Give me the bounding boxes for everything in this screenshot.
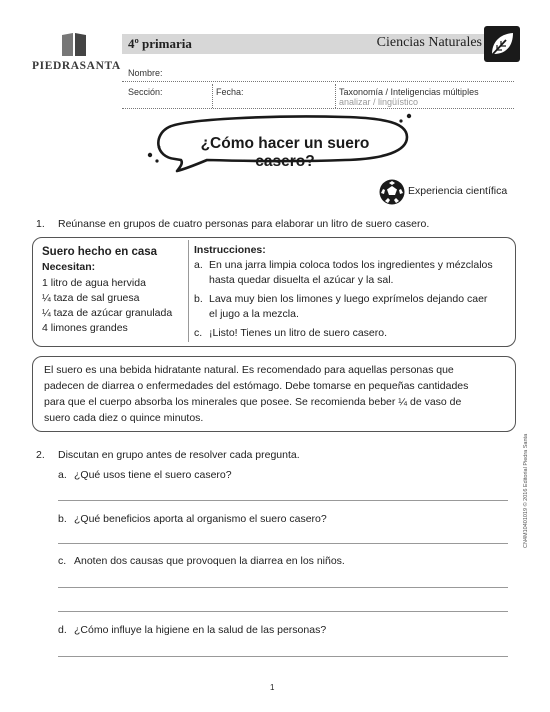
- taxonomia-label: Taxonomía / Inteligencias múltiples: [339, 87, 479, 97]
- taxonomia-values: analizar / lingüístico: [339, 97, 419, 107]
- step-text: Lava muy bien los limones y luego exprímelos dejando caer: [209, 293, 488, 305]
- q2b-letter: b.: [58, 513, 67, 525]
- q2d-text: ¿Cómo influye la higiene en la salud de las personas?: [74, 624, 327, 636]
- step-text: el jugo a la mezcla.: [209, 308, 299, 320]
- q1-number: 1.: [36, 218, 45, 230]
- field-divider: [212, 84, 213, 108]
- step-letter: c.: [194, 327, 203, 339]
- q2b-text: ¿Qué beneficios aporta al organismo el suero casero?: [74, 513, 327, 525]
- recipe-needs-label: Necesitan:: [42, 261, 96, 273]
- page-number: 1: [270, 683, 275, 692]
- step-text: En una jarra limpia coloca todos los ingredientes y mézclalos: [209, 259, 493, 271]
- subject-label: Ciencias Naturales: [376, 35, 482, 50]
- answer-line[interactable]: [58, 543, 508, 544]
- step-text: ¡Listo! Tienes un litro de suero casero.: [209, 327, 388, 339]
- ingredient-item: ¼ taza de azúcar granulada: [42, 307, 173, 319]
- fecha-label: Fecha:: [216, 87, 244, 97]
- subject-icon-box: [484, 26, 520, 62]
- q1-text: Reúnanse en grupos de cuatro personas para elaborar un litro de suero casero.: [58, 218, 430, 230]
- q2a-letter: a.: [58, 469, 67, 481]
- brand-name: PIEDRASANTA: [32, 60, 121, 72]
- q2c-letter: c.: [58, 555, 67, 567]
- ingredient-item: 1 litro de agua hervida: [42, 277, 146, 289]
- answer-line[interactable]: [58, 611, 508, 612]
- page-title: ¿Cómo hacer un suero casero?: [200, 135, 370, 170]
- step-text: hasta quedar disuelta el azúcar y la sal.: [209, 274, 394, 286]
- recipe-divider: [188, 240, 189, 342]
- step-letter: b.: [194, 293, 203, 305]
- book-logo-icon: [60, 32, 88, 58]
- ingredient-item: ¼ taza de sal gruesa: [42, 292, 140, 304]
- q2-number: 2.: [36, 449, 45, 461]
- info-line: suero cada diez o quince minutos.: [44, 412, 204, 424]
- copyright-side-text: CN4M10401019 © 2016 Editorial Piedra Santa: [523, 433, 529, 548]
- info-line: para que el cuerpo absorba los minerales que posee. Se recomienda beber ¼ de vaso de: [44, 396, 462, 408]
- grade-label: 4º primaria: [128, 36, 192, 51]
- soccer-ball-icon: [378, 178, 406, 206]
- q2d-letter: d.: [58, 624, 67, 636]
- experiencia-label: Experiencia científica: [408, 185, 508, 197]
- instructions-label: Instrucciones:: [194, 244, 266, 256]
- answer-line[interactable]: [58, 500, 508, 501]
- brand-logo: [32, 28, 122, 78]
- q2c-text: Anoten dos causas que provoquen la diarrea en los niños.: [74, 555, 345, 567]
- leaf-icon: [484, 26, 520, 62]
- q2-text: Discutan en grupo antes de resolver cada pregunta.: [58, 449, 300, 461]
- recipe-heading: Suero hecho en casa: [42, 246, 158, 258]
- info-line: El suero es una bebida hidratante natural. Es recomendado para aquellas personas que: [44, 364, 454, 376]
- nombre-line[interactable]: [122, 81, 514, 82]
- answer-line[interactable]: [58, 656, 508, 657]
- seccion-label: Sección:: [128, 87, 163, 97]
- nombre-label: Nombre:: [128, 68, 163, 78]
- step-letter: a.: [194, 259, 203, 271]
- answer-line[interactable]: [58, 587, 508, 588]
- field-divider: [335, 84, 336, 108]
- ingredient-item: 4 limones grandes: [42, 322, 128, 334]
- info-line: padecen de diarrea o enfermedades del estómago. Debe tomarse en pequeñas cantidades: [44, 380, 469, 392]
- q2a-text: ¿Qué usos tiene el suero casero?: [74, 469, 232, 481]
- seccion-line[interactable]: [122, 108, 514, 109]
